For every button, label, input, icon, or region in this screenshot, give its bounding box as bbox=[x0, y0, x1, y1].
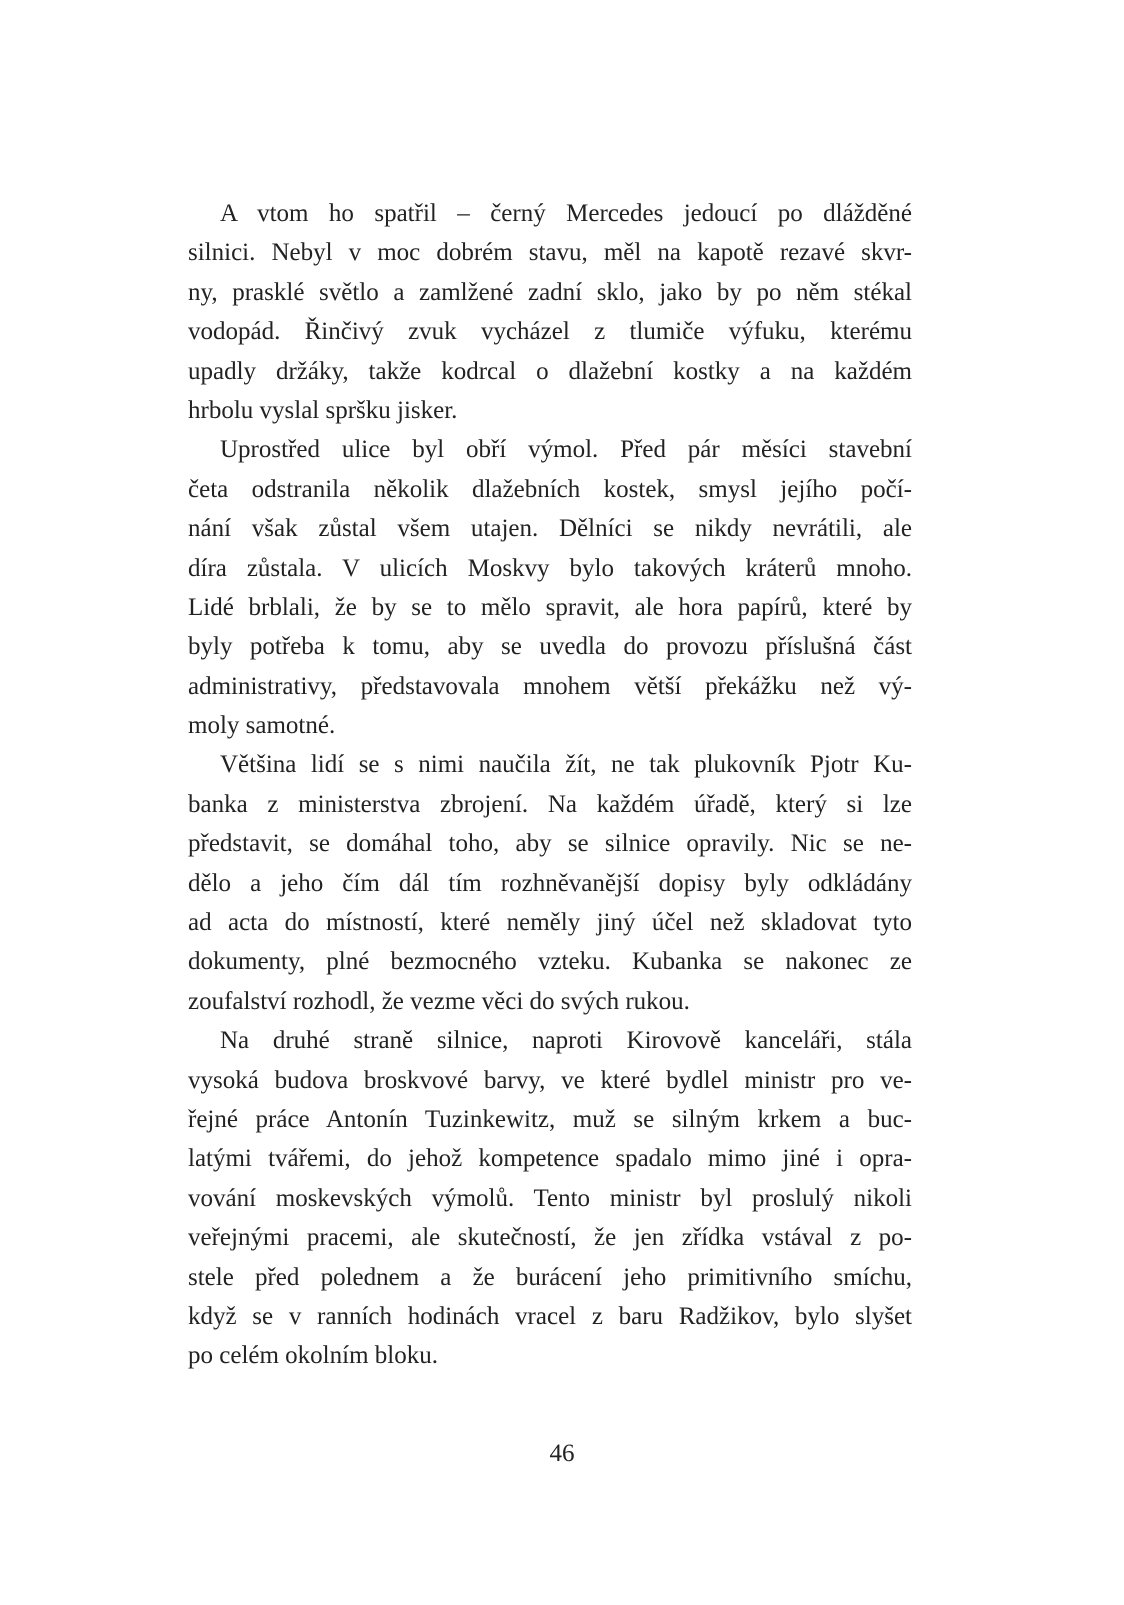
text-line: vodopád. Řinčivý zvuk vycházel z tlumiče výfuku, kterému bbox=[188, 318, 912, 346]
text-line: veřejnými pracemi, ale skutečností, že jen zřídka vstával z po- bbox=[188, 1224, 912, 1252]
text-line: dokumenty, plné bezmocného vzteku. Kubanka se nakonec ze bbox=[188, 948, 912, 976]
text-line: když se v ranních hodinách vracel z baru Radžikov, bylo slyšet bbox=[188, 1302, 912, 1330]
text-line: moly samotné. bbox=[188, 712, 336, 740]
text-line: upadly držáky, takže kodrcal o dlažební kostky a na každém bbox=[188, 357, 912, 385]
text-line: Lidé brblali, že by se to mělo spravit, ale hora papírů, které by bbox=[188, 593, 912, 621]
text-line: ad acta do místností, které neměly jiný účel než skladovat tyto bbox=[188, 909, 912, 937]
paragraph bbox=[188, 194, 912, 430]
text-line: po celém okolním bloku. bbox=[188, 1342, 438, 1370]
text-line: hrbolu vyslal spršku jisker. bbox=[188, 396, 458, 424]
text-line: četa odstranila několik dlažebních kostek, smysl jejího počí- bbox=[188, 475, 912, 503]
text-line: Většina lidí se s nimi naučila žít, ne tak plukovník Pjotr Ku- bbox=[220, 751, 912, 779]
text-line: stele před polednem a že burácení jeho primitivního smíchu, bbox=[188, 1263, 912, 1291]
text-line: zoufalství rozhodl, že vezme věci do svých rukou. bbox=[188, 987, 690, 1015]
paragraph bbox=[188, 745, 912, 1021]
text-line: řejné práce Antonín Tuzinkewitz, muž se silným krkem a buc- bbox=[188, 1105, 912, 1133]
text-line: dělo a jeho čím dál tím rozhněvanější dopisy byly odkládány bbox=[188, 869, 912, 897]
body-text bbox=[188, 194, 912, 1376]
text-line: ny, prasklé světlo a zamlžené zadní sklo, jako by po něm stékal bbox=[188, 278, 912, 306]
text-line: Na druhé straně silnice, naproti Kirovově kanceláři, stála bbox=[220, 1027, 912, 1055]
text-line: administrativy, představovala mnohem větší překážku než vý- bbox=[188, 672, 912, 700]
text-line: byly potřeba k tomu, aby se uvedla do provozu příslušná část bbox=[188, 633, 912, 661]
paragraph bbox=[188, 430, 912, 745]
text-line: latými tvářemi, do jehož kompetence spadalo mimo jiné i opra- bbox=[188, 1145, 912, 1173]
text-line: A vtom ho spatřil – černý Mercedes jedoucí po dlážděné bbox=[220, 200, 912, 227]
text-line: vování moskevských výmolů. Tento ministr byl proslulý nikoli bbox=[188, 1184, 912, 1212]
paragraph bbox=[188, 1021, 912, 1376]
text-line: díra zůstala. V ulicích Moskvy bylo takových kráterů mnoho. bbox=[188, 554, 912, 582]
text-line: Uprostřed ulice byl obří výmol. Před pár měsíci stavební bbox=[220, 436, 912, 464]
text-line: nání však zůstal všem utajen. Dělníci se nikdy nevrátili, ale bbox=[188, 515, 912, 543]
text-line: silnici. Nebyl v moc dobrém stavu, měl na kapotě rezavé skvr- bbox=[188, 239, 912, 267]
page-number: 46 bbox=[549, 1440, 575, 1467]
text-line: představit, se domáhal toho, aby se silnice opravily. Nic se ne- bbox=[188, 830, 912, 858]
text-line: vysoká budova broskvové barvy, ve které bydlel ministr pro ve- bbox=[188, 1066, 912, 1094]
text-line: banka z ministerstva zbrojení. Na každém úřadě, který si lze bbox=[188, 790, 912, 818]
